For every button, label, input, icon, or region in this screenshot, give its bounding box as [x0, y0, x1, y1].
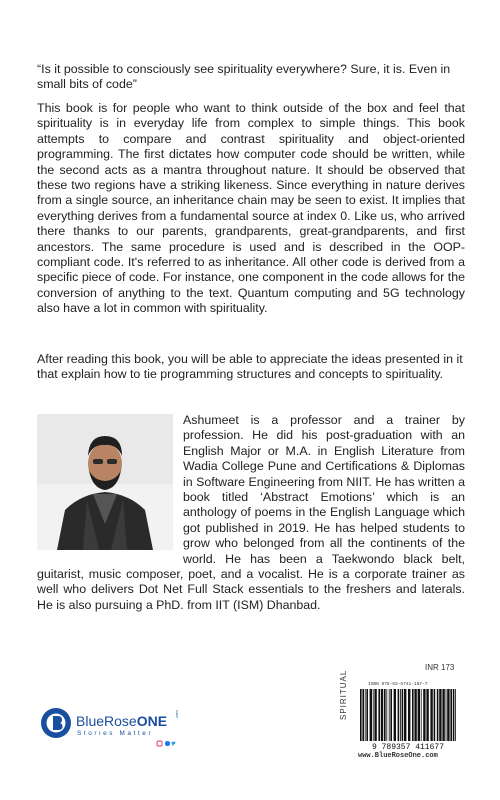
price-label: INR 173	[425, 663, 455, 672]
author-bio	[37, 413, 465, 613]
publisher-logo	[40, 697, 190, 747]
barcode	[352, 681, 462, 751]
book-description: This book is for people who want to think outside of the box and feel that spirituality is in everyday life from complex to simple things. This book attempts to compare and contrast spirituality and object-oriented programming. The first dictates how computer code should be written, while the second acts as a mantra throughout nature. It should be observed that these two regions have a striking likeness. Since everything in nature derives from a single source, an inheritance chain may be seen to exist. It implies that everything derives from a fundamental source at index 0. Like us, who arrived there thanks to our parents, grandparents, great-grandparents, and first ancestors. The same procedure is used and is described in the OOP-compliant code. It's referred to as inheritance. All other code is derived from a specific piece of code. For instance, one component in the code allows for the conversion of anything to the text. Quantum computing and 5G technology also have a lot in common with spirituality.	[37, 101, 465, 316]
isbn-text: ISBN 978-93-5741-167-7	[368, 682, 428, 687]
facebook-icon[interactable]	[165, 741, 170, 746]
author-bio-text: Ashumeet is a professor and a trainer by profession. He did his post-graduation with an English Major or M.A. in English Literature from Wadia College Pune and Certifications & Diplomas in Software Engineering from NIIT. He has written a book titled ‘Abstract Emotions’ which is an anthology of poems in the English Language which got published in 2019. He has helped students to grow who belonged from all the continents of the world. He has been a Taekwondo black belt, guitarist, music composer, poet, and a vocalist. He is a corporate trainer as well who delivers Dot Net Full Stack essentials to the freshers and laterals. He is also pursuing a PhD. from IIT (ISM) Dhanbad.	[37, 413, 465, 612]
twitter-icon[interactable]	[171, 742, 176, 746]
genre-label: SPIRITUAL	[339, 669, 348, 720]
after-reading-text: After reading this book, you will be able to appreciate the ideas presented in it that explain how to tie programming structures and concepts to spirituality.	[37, 352, 463, 382]
publisher-tagline: Stories Matter	[77, 730, 154, 737]
quote-text: “Is it possible to consciously see spirituality everywhere? Sure, it is. Even in small bits of code”	[37, 62, 451, 92]
instagram-icon[interactable]	[157, 741, 162, 746]
barcode-digits: 9 789357 411677	[371, 743, 445, 751]
publisher-tld: .com	[174, 710, 179, 719]
publisher-name: BlueRoseONE	[76, 713, 168, 729]
publisher-website: www.BlueRoseOne.com	[358, 752, 438, 760]
